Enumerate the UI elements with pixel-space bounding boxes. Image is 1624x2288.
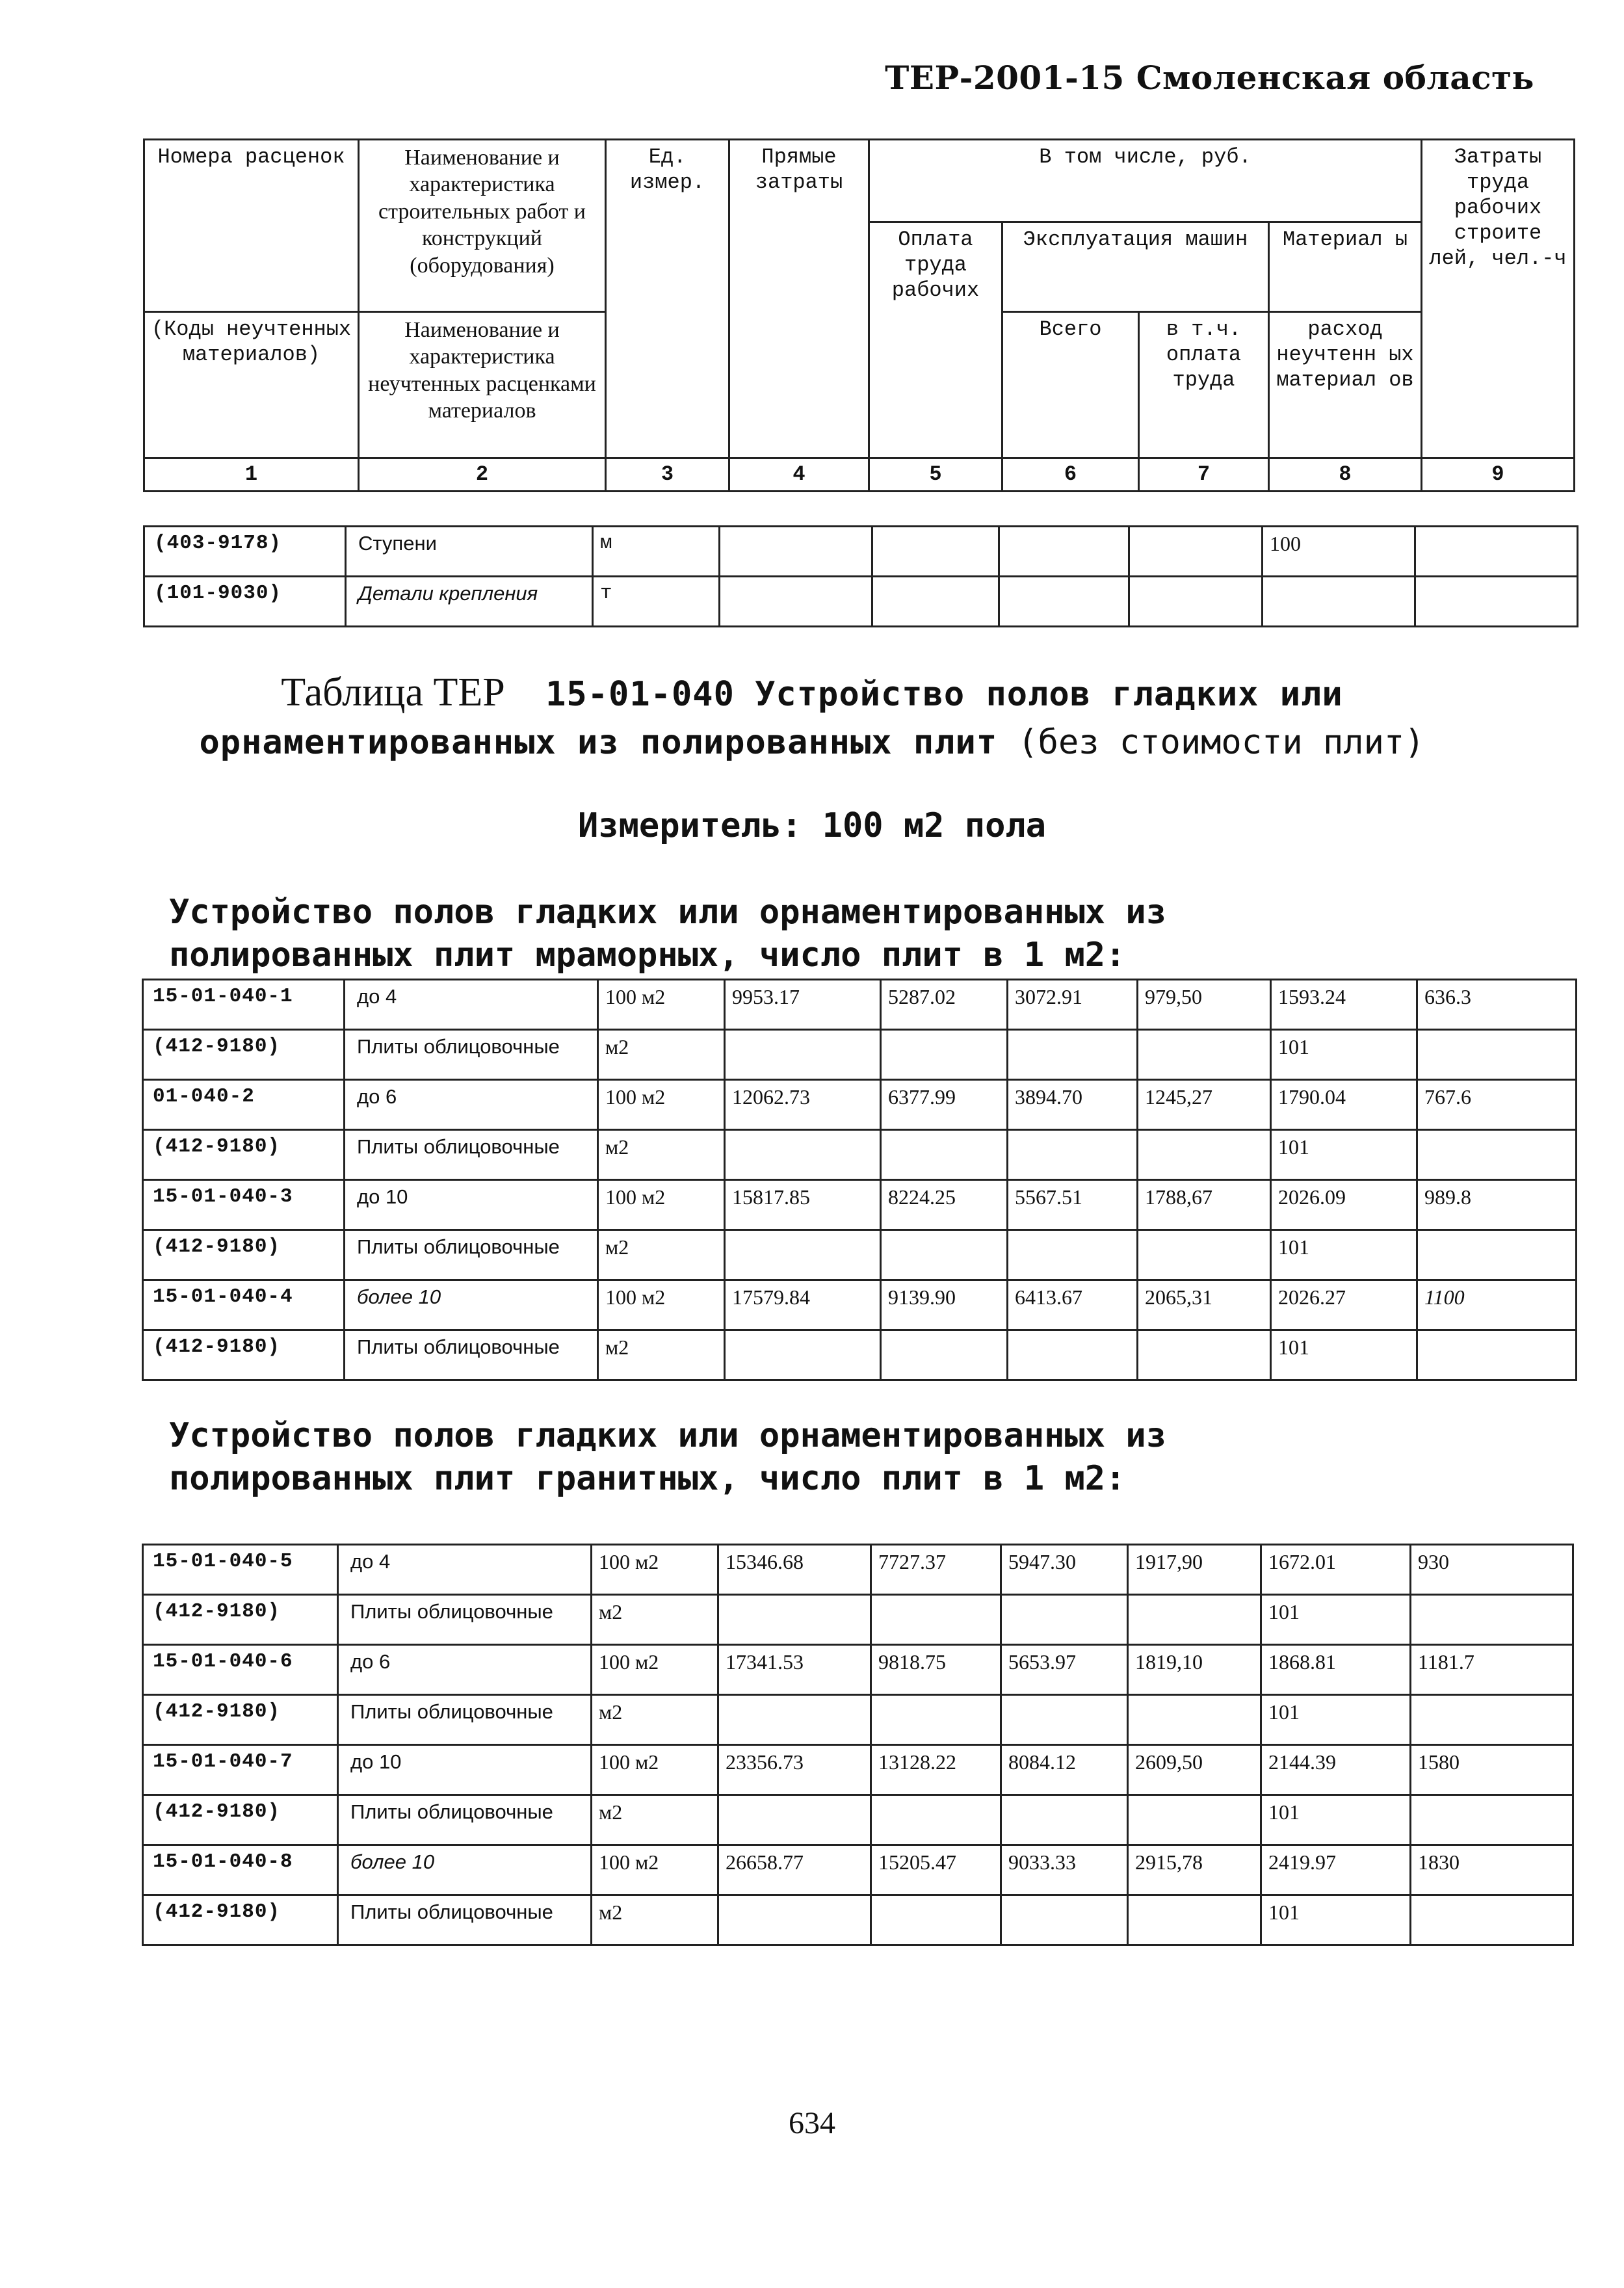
row-machines-labor: [1128, 1695, 1261, 1745]
row-machines-total: 3072.91: [1008, 980, 1138, 1030]
row-labor-hours: 1580: [1411, 1745, 1573, 1795]
row-labor-hours: 1100: [1417, 1280, 1577, 1330]
col-number: 5: [869, 458, 1002, 492]
row-code: (412-9180): [143, 1130, 345, 1180]
row-code: (412-9180): [143, 1695, 338, 1745]
row-labor-hours: [1417, 1130, 1577, 1180]
table-row: [144, 527, 1578, 577]
measurement-unit: Измеритель: 100 м2 пола: [577, 806, 1047, 845]
row-name: более 10: [338, 1845, 592, 1895]
row-machines-total: 3894.70: [1008, 1080, 1138, 1130]
row-machines-labor: [1128, 1795, 1261, 1845]
table-title-text1: Устройство полов гладких или: [755, 675, 1343, 714]
section-title-line: Устройство полов гладких или орнаментированных из: [169, 893, 1167, 932]
row-labor-pay: [871, 1895, 1001, 1945]
row-unit: 100 м2: [598, 1180, 725, 1230]
row-materials: 1672.01: [1261, 1545, 1411, 1595]
row-labor-hours: 930: [1411, 1545, 1573, 1595]
document-header-title: ТЕР-2001-15 Смоленская область: [885, 59, 1534, 97]
row-labor-pay: 6377.99: [881, 1080, 1008, 1130]
row-materials: 101: [1261, 1695, 1411, 1745]
row-unit: м2: [592, 1695, 718, 1745]
row-labor-hours: [1411, 1595, 1573, 1645]
col-number: 3: [606, 458, 729, 492]
row-unit: 100 м2: [592, 1645, 718, 1695]
row-machines-total: 6413.67: [1008, 1280, 1138, 1330]
row-materials: 101: [1271, 1330, 1417, 1380]
row-unit: м2: [598, 1130, 725, 1180]
row-labor-pay: [871, 1795, 1001, 1845]
table-row: [143, 1280, 1577, 1330]
row-labor-pay: [881, 1030, 1008, 1080]
row-machines-total: [1008, 1030, 1138, 1080]
row-materials: 100: [1263, 527, 1415, 577]
table-row: [143, 1645, 1573, 1695]
row-machines-total: [1001, 1595, 1128, 1645]
section-title-line: Устройство полов гладких или орнаментированных из: [169, 1416, 1167, 1455]
row-direct-costs: [725, 1130, 881, 1180]
table-row: [143, 1745, 1573, 1795]
row-machines-labor: 1245,27: [1138, 1080, 1271, 1130]
row-machines-labor: 2065,31: [1138, 1280, 1271, 1330]
col-number: 1: [144, 458, 359, 492]
table-row: [143, 1595, 1573, 1645]
column-number-row: [144, 458, 1575, 492]
section-granite-title: [169, 1414, 1166, 1500]
col-number: 2: [359, 458, 606, 492]
table-row: [143, 1695, 1573, 1745]
row-unit: 100 м2: [598, 1280, 725, 1330]
row-unit: 100 м2: [592, 1545, 718, 1595]
row-direct-costs: 9953.17: [725, 980, 881, 1030]
col-header-labor-pay: Оплата труда рабочих: [869, 222, 1002, 458]
col-header-unit: Ед. измер.: [606, 140, 729, 458]
row-unit: 100 м2: [592, 1745, 718, 1795]
column-header-table: [143, 138, 1575, 492]
row-name: до 6: [338, 1645, 592, 1695]
table-row: [143, 1230, 1577, 1280]
row-machines-total: 5653.97: [1001, 1645, 1128, 1695]
row-machines-labor: [1128, 1595, 1261, 1645]
col-header-including: В том числе, руб.: [869, 140, 1422, 222]
row-unit: м2: [592, 1895, 718, 1945]
row-machines-total: [1008, 1330, 1138, 1380]
table-title-line1: [0, 670, 1624, 716]
row-machines-labor: 1819,10: [1128, 1645, 1261, 1695]
row-unit: м2: [592, 1595, 718, 1645]
table-title-line2: [0, 723, 1624, 764]
row-name: более 10: [345, 1280, 598, 1330]
row-name: до 4: [345, 980, 598, 1030]
row-direct-costs: [725, 1030, 881, 1080]
row-labor-pay: 9818.75: [871, 1645, 1001, 1695]
row-name: до 6: [345, 1080, 598, 1130]
row-labor-hours: 1181.7: [1411, 1645, 1573, 1695]
row-materials: 1593.24: [1271, 980, 1417, 1030]
col-header-name: Наименование и характеристика строительных работ и конструкций (оборудования): [359, 140, 606, 312]
table-row: [143, 1795, 1573, 1845]
row-name: Плиты облицовочные: [338, 1795, 592, 1845]
row-direct-costs: 17341.53: [718, 1645, 871, 1695]
table-row: [143, 1545, 1573, 1595]
row-direct-costs: 15817.85: [725, 1180, 881, 1230]
row-materials: 1868.81: [1261, 1645, 1411, 1695]
table-row: [143, 980, 1577, 1030]
row-machines-labor: [1138, 1030, 1271, 1080]
row-unit: м2: [598, 1330, 725, 1380]
row-unit: т: [593, 577, 720, 627]
previous-section-table: [143, 525, 1578, 627]
row-name: до 10: [338, 1745, 592, 1795]
row-name: до 4: [338, 1545, 592, 1595]
row-machines-labor: 1788,67: [1138, 1180, 1271, 1230]
table-title-prefix: Таблица ТЕР: [281, 670, 505, 715]
row-machines-labor: 2915,78: [1128, 1845, 1261, 1895]
col-header-materials: Материал ы: [1269, 222, 1422, 312]
row-name: Плиты облицовочные: [338, 1895, 592, 1945]
row-labor-pay: 15205.47: [871, 1845, 1001, 1895]
row-materials: 101: [1271, 1230, 1417, 1280]
row-name: Плиты облицовочные: [345, 1130, 598, 1180]
table-row: [143, 1330, 1577, 1380]
row-code: (412-9180): [143, 1895, 338, 1945]
row-machines-labor: [1138, 1330, 1271, 1380]
row-labor-pay: [881, 1230, 1008, 1280]
row-code: 15-01-040-8: [143, 1845, 338, 1895]
row-machines-total: 5947.30: [1001, 1545, 1128, 1595]
section-title-line: полированных плит мраморных, число плит в 1 м2:: [169, 936, 1126, 975]
row-direct-costs: [718, 1695, 871, 1745]
row-name: Плиты облицовочные: [345, 1030, 598, 1080]
table-row: [143, 1895, 1573, 1945]
row-machines-total: [1008, 1130, 1138, 1180]
row-labor-hours: 636.3: [1417, 980, 1577, 1030]
col-number: 9: [1422, 458, 1575, 492]
row-machines-total: 8084.12: [1001, 1745, 1128, 1795]
row-code: 15-01-040-5: [143, 1545, 338, 1595]
row-unit: 100 м2: [598, 980, 725, 1030]
row-labor-hours: 767.6: [1417, 1080, 1577, 1130]
row-direct-costs: 12062.73: [725, 1080, 881, 1130]
row-materials: 101: [1261, 1595, 1411, 1645]
row-direct-costs: [718, 1795, 871, 1845]
row-direct-costs: 17579.84: [725, 1280, 881, 1330]
row-materials: 101: [1261, 1795, 1411, 1845]
row-machines-labor: 979,50: [1138, 980, 1271, 1030]
row-labor-hours: [1417, 1330, 1577, 1380]
row-machines-labor: [1128, 1895, 1261, 1945]
row-code: 01-040-2: [143, 1080, 345, 1130]
page-number: 634: [789, 2106, 835, 2140]
row-code: 15-01-040-6: [143, 1645, 338, 1695]
section-title-line: полированных плит гранитных, число плит в 1 м2:: [169, 1459, 1126, 1498]
row-direct-costs: 15346.68: [718, 1545, 871, 1595]
row-labor-hours: [1411, 1695, 1573, 1745]
col-header-direct-costs: Прямые затраты: [729, 140, 869, 458]
col-header-machines: Эксплуатация машин: [1002, 222, 1269, 312]
row-machines-total: [1001, 1895, 1128, 1945]
row-labor-pay: [871, 1695, 1001, 1745]
section-marble-title: [169, 891, 1166, 977]
row-code: (412-9180): [143, 1795, 338, 1845]
table-row: [143, 1130, 1577, 1180]
table-title-note: (без стоимости плит): [1017, 723, 1425, 762]
row-materials: 2144.39: [1261, 1745, 1411, 1795]
row-labor-pay: 9139.90: [881, 1280, 1008, 1330]
row-labor-hours: [1417, 1230, 1577, 1280]
row-machines-total: 5567.51: [1008, 1180, 1138, 1230]
col-number: 7: [1139, 458, 1269, 492]
col-number: 6: [1002, 458, 1139, 492]
row-name: Детали крепления: [346, 577, 593, 627]
row-direct-costs: [725, 1330, 881, 1380]
row-labor-pay: [881, 1330, 1008, 1380]
row-materials: 101: [1271, 1030, 1417, 1080]
row-labor-hours: [1417, 1030, 1577, 1080]
row-labor-hours: 1830: [1411, 1845, 1573, 1895]
row-code: (412-9180): [143, 1595, 338, 1645]
row-code: 15-01-040-7: [143, 1745, 338, 1795]
table-title-text2: орнаментированных из полированных плит: [199, 723, 998, 762]
table-row: [143, 1030, 1577, 1080]
row-machines-total: [1008, 1230, 1138, 1280]
table-title-code: 15-01-040: [545, 675, 735, 714]
row-code: (101-9030): [144, 577, 346, 627]
row-labor-pay: 13128.22: [871, 1745, 1001, 1795]
row-materials: 1790.04: [1271, 1080, 1417, 1130]
row-unit: 100 м2: [592, 1845, 718, 1895]
col-number: 8: [1269, 458, 1422, 492]
col-header-machines-labor: в т.ч. оплата труда: [1139, 312, 1269, 458]
table-row: [143, 1180, 1577, 1230]
row-code: (412-9180): [143, 1330, 345, 1380]
col-number: 4: [729, 458, 869, 492]
row-code: (412-9180): [143, 1230, 345, 1280]
row-unit: м2: [592, 1795, 718, 1845]
row-labor-pay: [871, 1595, 1001, 1645]
row-labor-hours: [1411, 1895, 1573, 1945]
row-machines-labor: [1138, 1130, 1271, 1180]
row-labor-pay: 7727.37: [871, 1545, 1001, 1595]
row-direct-costs: [725, 1230, 881, 1280]
table-row: [144, 577, 1578, 627]
row-name: до 10: [345, 1180, 598, 1230]
row-direct-costs: [718, 1595, 871, 1645]
row-code: 15-01-040-4: [143, 1280, 345, 1330]
row-materials: 2026.09: [1271, 1180, 1417, 1230]
row-name: Плиты облицовочные: [338, 1695, 592, 1745]
row-machines-total: 9033.33: [1001, 1845, 1128, 1895]
row-direct-costs: 23356.73: [718, 1745, 871, 1795]
col-header-codes: Номера расценок: [144, 140, 359, 312]
row-labor-pay: 5287.02: [881, 980, 1008, 1030]
col-header-codes-unaccounted: (Коды неучтенных материалов): [144, 312, 359, 458]
col-header-machines-total: Всего: [1002, 312, 1139, 458]
row-machines-total: [1001, 1795, 1128, 1845]
marble-prices-table: [142, 979, 1577, 1381]
row-machines-total: [1001, 1695, 1128, 1745]
row-name: Плиты облицовочные: [345, 1330, 598, 1380]
row-labor-hours: 989.8: [1417, 1180, 1577, 1230]
row-machines-labor: [1138, 1230, 1271, 1280]
row-unit: м2: [598, 1230, 725, 1280]
row-name: Плиты облицовочные: [345, 1230, 598, 1280]
table-row: [143, 1845, 1573, 1895]
row-name: Плиты облицовочные: [338, 1595, 592, 1645]
row-labor-pay: 8224.25: [881, 1180, 1008, 1230]
granite-prices-table: [142, 1544, 1574, 1946]
col-header-materials-unaccounted: расход неучтенн ых материал ов: [1269, 312, 1422, 458]
table-row: [143, 1080, 1577, 1130]
row-direct-costs: 26658.77: [718, 1845, 871, 1895]
row-materials: 2419.97: [1261, 1845, 1411, 1895]
row-labor-pay: [881, 1130, 1008, 1180]
col-header-name-unaccounted: Наименование и характеристика неучтенных расценками материалов: [359, 312, 606, 458]
row-machines-labor: 2609,50: [1128, 1745, 1261, 1795]
row-unit: м2: [598, 1030, 725, 1080]
row-name: Ступени: [346, 527, 593, 577]
row-materials: 101: [1261, 1895, 1411, 1945]
row-unit: м: [593, 527, 720, 577]
row-materials: 101: [1271, 1130, 1417, 1180]
col-header-labor-hours: Затраты труда рабочих строите лей, чел.-ч: [1422, 140, 1575, 458]
row-labor-hours: [1411, 1795, 1573, 1845]
row-code: (412-9180): [143, 1030, 345, 1080]
row-direct-costs: [718, 1895, 871, 1945]
row-unit: 100 м2: [598, 1080, 725, 1130]
row-code: (403-9178): [144, 527, 346, 577]
row-code: 15-01-040-3: [143, 1180, 345, 1230]
row-materials: [1263, 577, 1415, 627]
row-code: 15-01-040-1: [143, 980, 345, 1030]
row-materials: 2026.27: [1271, 1280, 1417, 1330]
row-machines-labor: 1917,90: [1128, 1545, 1261, 1595]
